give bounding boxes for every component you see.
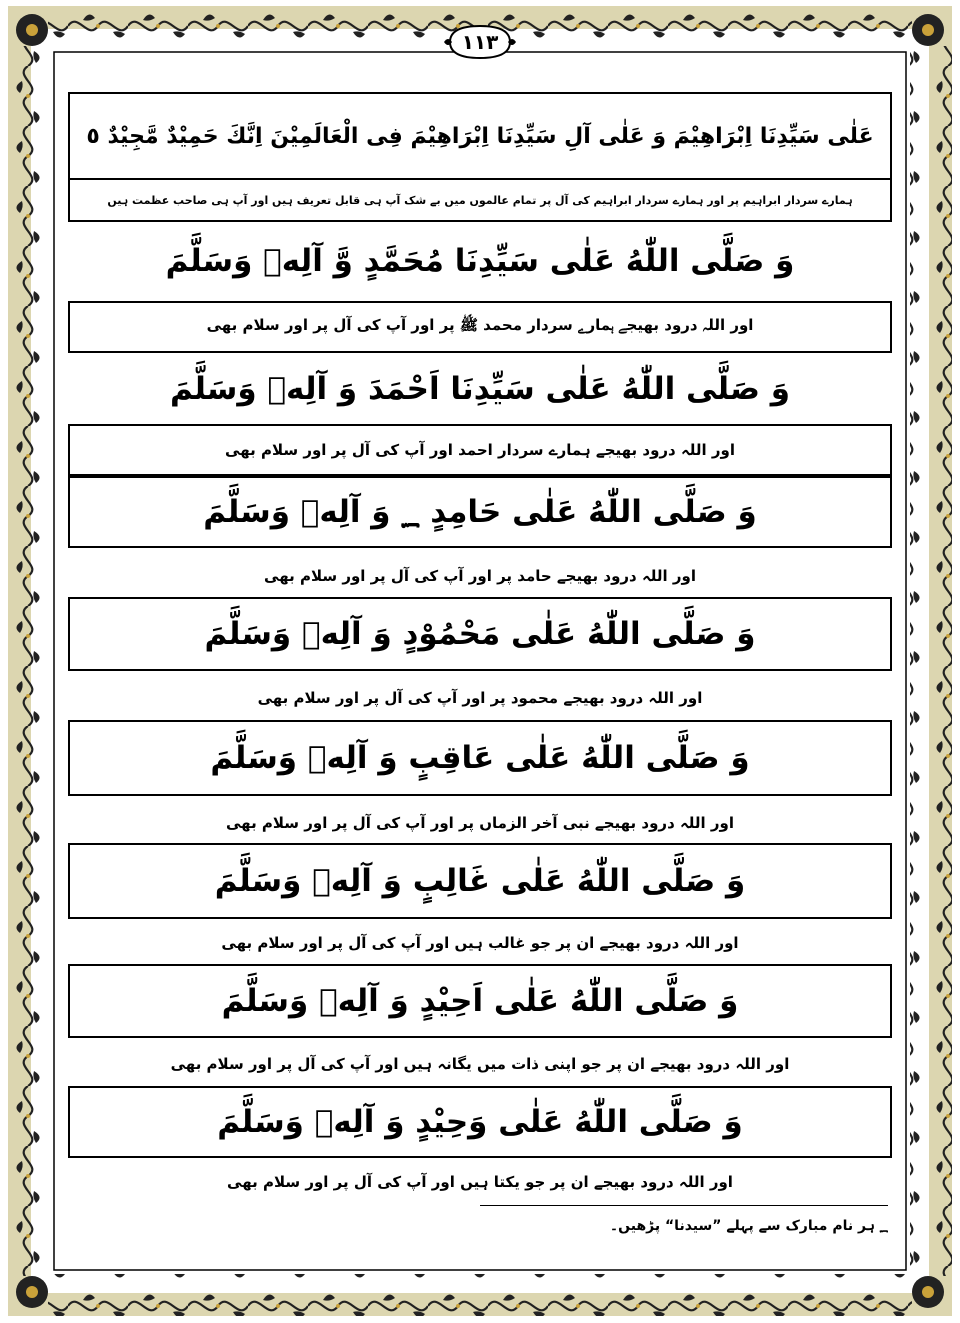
urdu-translation: اور اللہ درود بھیجے ان پر جو اپنی ذات میں یگانہ ہیں اور آپ کی آل پر اور سلام بھی (170, 1055, 790, 1073)
arabic-verse-box (68, 92, 892, 180)
arabic-verse: وَ صَلَّى اللّٰهُ عَلٰى حَامِدٍ ؁ وَ آلِهٖ وَسَلَّمَ (203, 494, 757, 530)
urdu-translation-line (68, 933, 892, 952)
arabic-verse: وَ صَلَّى اللّٰهُ عَلٰى وَحِيْدٍ وَ آلِهٖ وَسَلَّمَ (217, 1104, 743, 1140)
arabic-verse: وَ صَلَّى اللّٰهُ عَلٰى غَالِبٍ وَ آلِهٖ وَسَلَّمَ (214, 863, 746, 899)
urdu-translation: اور اللہ درود بھیجے محمود پر اور آپ کی آل پر اور سلام بھی (257, 689, 703, 707)
footnote-divider (480, 1205, 888, 1206)
urdu-translation: اور اللہ درود بھیجے ہمارے سردار احمد اور آپ کی آل پر اور سلام بھی (225, 441, 735, 459)
arabic-verse: عَلٰى سَيِّدِنَا اِبْرَاهِيْمَ وَ عَلٰى آلِ سَيِّدِنَا اِبْرَاهِيْمَ فِى الْعَالَمِيْنَ اِنَّكَ حَمِيْدٌ مَّجِيْدٌ ٥ (86, 123, 874, 149)
urdu-translation-box (68, 301, 892, 353)
urdu-translation-line (68, 1172, 892, 1191)
urdu-translation-line (68, 566, 892, 585)
arabic-verse-box (68, 476, 892, 548)
arabic-verse: وَ صَلَّى اللّٰهُ عَلٰى عَاقِبٍ وَ آلِهٖ وَسَلَّمَ (210, 740, 750, 776)
page-number: ١١٣ (461, 30, 499, 54)
urdu-translation-line (68, 1054, 892, 1073)
arabic-verse: وَ صَلَّى اللّٰهُ عَلٰى سَيِّدِنَا مُحَمَّدٍ وَّ آلِهٖ وَسَلَّمَ (165, 243, 795, 279)
urdu-translation: اور اللہ درود بھیجے ہمارے سردار محمد ﷺ پر اور آپ کی آل پر اور سلام بھی (206, 316, 754, 334)
urdu-translation: اور اللہ درود بھیجے حامد پر اور آپ کی آل پر اور سلام بھی (264, 567, 696, 585)
urdu-translation-box (68, 424, 892, 476)
urdu-translation-box (68, 178, 892, 222)
arabic-verse: وَ صَلَّى اللّٰهُ عَلٰى سَيِّدِنَا اَحْمَدَ وَ آلِهٖ وَسَلَّمَ (169, 371, 791, 407)
arabic-verse-box (68, 720, 892, 796)
arabic-verse: وَ صَلَّى اللّٰهُ عَلٰى اَحِيْدٍ وَ آلِهٖ وَسَلَّمَ (221, 983, 739, 1019)
page-number-badge (442, 22, 518, 62)
arabic-verse-box (68, 597, 892, 671)
urdu-translation: اور اللہ درود بھیجے ان پر جو غالب ہیں اور آپ کی آل پر اور سلام بھی (221, 934, 739, 952)
urdu-translation: اور اللہ درود بھیجے ان پر جو یکتا ہیں اور آپ کی آل پر اور سلام بھی (227, 1173, 733, 1191)
arabic-verse-box (68, 226, 892, 296)
urdu-translation: ہمارے سردار ابراہیم پر اور ہمارے سردار ابراہیم کی آل پر تمام عالموں میں بے شک آپ ہی قابل تعریف ہیں اور آپ ہی صاحب عظمت ہیں (107, 193, 853, 207)
arabic-verse-box (68, 1086, 892, 1158)
urdu-translation: اور اللہ درود بھیجے نبی آخر الزماں پر اور آپ کی آل پر اور سلام بھی (225, 814, 734, 832)
urdu-translation-line (68, 688, 892, 707)
arabic-verse-box (68, 843, 892, 919)
footnote: ؁ ہر نام مبارک سے پہلے ”سیدنا“ پڑھیں۔ (609, 1218, 888, 1234)
arabic-verse: وَ صَلَّى اللّٰهُ عَلٰى مَحْمُوْدٍ وَ آلِهٖ وَسَلَّمَ (204, 616, 756, 652)
arabic-verse-box (68, 964, 892, 1038)
arabic-verse-box (68, 356, 892, 422)
urdu-translation-line (68, 813, 892, 832)
